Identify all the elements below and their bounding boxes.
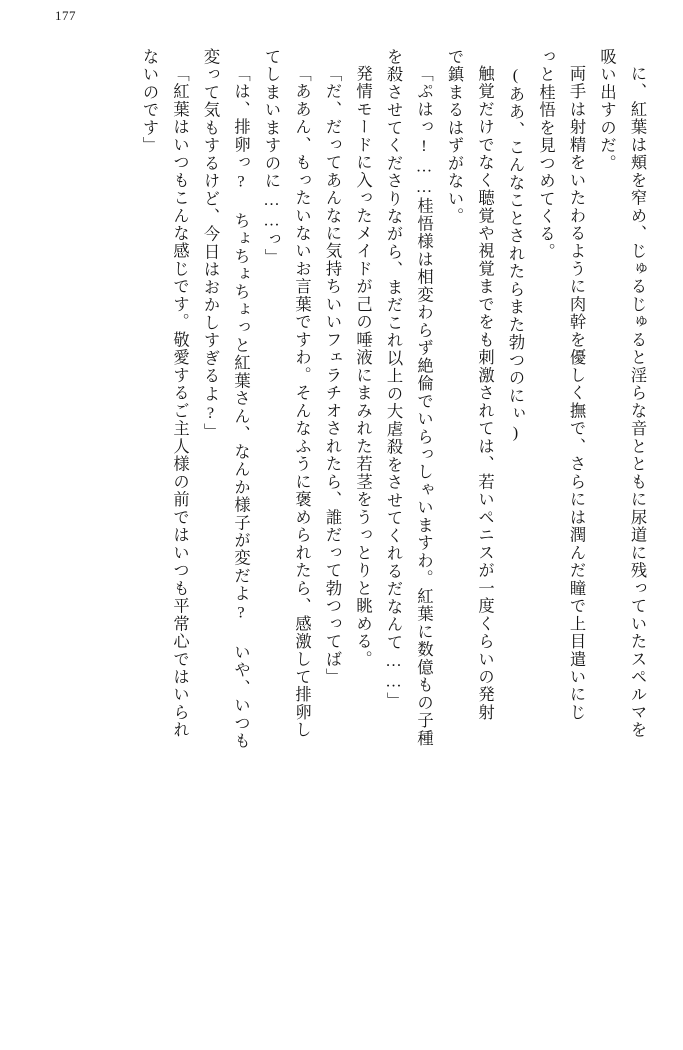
text-line: てしまいますのに……っ」 [262, 48, 281, 267]
text-line: 変って気もするけど、今日はおかしすぎるよ?」 [201, 48, 220, 441]
text-line: 両手は射精をいたわるように肉幹を優しく撫で、さらには潤んだ瞳で上目遣いにじ [567, 65, 586, 722]
text-line: ないのです」 [140, 48, 159, 155]
vertical-text-body [38, 48, 645, 1024]
text-line: 発情モードに入ったメイドが己の唾液にまみれた若茎をうっとりと眺める。 [353, 65, 373, 669]
text-line: っと桂悟を見つめてくる。 [536, 48, 556, 261]
text-line: 「は、排卵っ? ちょちょちょっと紅葉さん、なんか様子が変だよ? いや、いつも [231, 65, 251, 750]
text-line: で鎮まるはずがない。 [445, 48, 464, 226]
page-number: 177 [55, 8, 76, 23]
text-line: 「紅葉はいつもこんな感じです。敬愛するご主人様の前ではいつも平常心ではいられ [170, 65, 190, 740]
text-line: 「だ、だってあんなに気持ちいいフェラチオされたら、誰だって勃つってば」 [323, 65, 342, 686]
text-line: に、紅葉は頬を窄め、じゅるじゅると淫らな音とともに尿道に残っていたスペルマを [628, 65, 647, 740]
text-line: 吸い出すのだ。 [597, 48, 617, 173]
text-line: を殺させてくださりながら、まだこれ以上の大虐殺をさせてくれるだなんて……」 [384, 48, 403, 710]
text-line: 触覚だけでなく聴覚や視覚までをも刺激されては、若いペニスが一度くらいの発射 [475, 65, 495, 722]
text-line: 「ぷはっ!……桂悟様は相変わらず絶倫でいらっしゃいますわ。紅葉に数億もの子種 [414, 65, 434, 748]
text-line: 「ああん、もったいないお言葉ですわ。そんなふうに褒められたら、感激して排卵し [292, 65, 312, 740]
text-line: (ああ、こんなことされたらまた勃つのにぃ) [506, 65, 525, 443]
